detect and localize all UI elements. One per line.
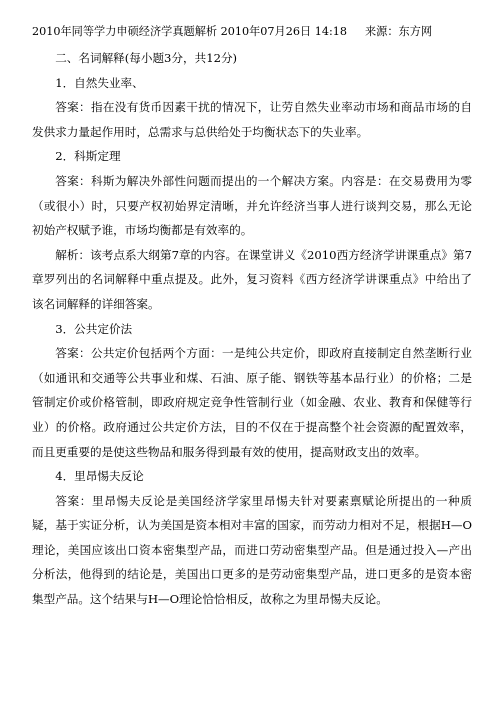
section-heading: 二、名词解释(每小题3分，共12分) [55,51,238,65]
document-page [32,22,472,612]
article-header [32,22,472,42]
answer-paragraph-3: 答案：公共定价包括两个方面：一是纯公共定价，即政府直接制定自然垄断行业（如通讯和交通等公共事业和煤、石油、原子能、钢铁等基本品行业）的价格；二是管制定价或价格管制，即政府规定竞争性管制行业（如金融、农业、教育和保健等行业）的价格。政府通过公共定价方法，目的不仅在于提高整个社会资源的配置效率，而且更重要的是使这些物品和服务得到最有效的使用，提高财政支出的效率。 [32,346,472,459]
analysis-paragraph-2: 解析：该考点系大纲第7章的内容。在课堂讲义《2010西方经济学讲课重点》第7章罗列出的名词解释中重点提及。此外，复习资料《西方经济学讲课重点》中给出了该名词解释的详细答案。 [32,247,472,311]
answer-paragraph-1: 答案：指在没有货币因素干扰的情况下，让劳自然失业率动市场和商品市场的自发供求力量起作用时，总需求与总供给处于均衡状态下的失业率。 [32,100,472,139]
term-heading-4: 4．里昂惕夫反论 [55,469,144,484]
answer-paragraph-2: 答案：科斯为解决外部性问题而提出的一个解决方案。内容是：在交易费用为零（或很小）时，只要产权初始界定清晰，并允许经济当事人进行谈判交易，那么无论初始产权赋予谁，市场均衡都是有效率的。 [32,173,472,238]
term-heading-3: 3．公共定价法 [55,321,133,336]
term-heading-1: 1．自然失业率、 [55,75,144,90]
answer-paragraph-4: 答案：里昂惕夫反论是美国经济学家里昂惕夫针对要素禀赋论所提出的一种质疑，基于实证分析，认为美国是资本相对丰富的国家，而劳动力相对不足，根据H—O理论，美国应该出口资本密集型产品，而进口劳动密集型产品。但是通过投入—产出分析法，他得到的结论是，美国出口更多的是劳动密集型产品，进口更多的是资本密集型产品。这个结果与H—O理论恰恰相反，故称之为里昂惕夫反论。 [32,493,472,607]
article-source: 来源：东方网 [364,25,433,38]
term-heading-2: 2．科斯定理 [55,149,121,164]
article-title: 2010年同等学力申硕经济学真题解析 2010年07月26日 14:18 [32,25,347,38]
